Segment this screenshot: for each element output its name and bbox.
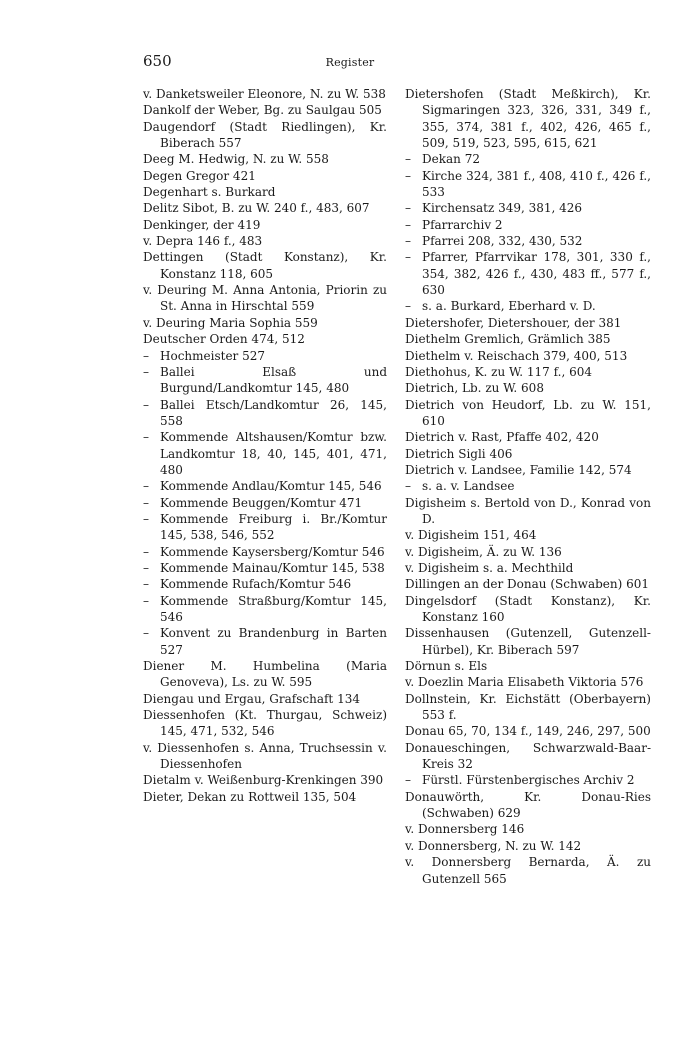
subentry-dash: –	[143, 495, 149, 510]
index-entry	[405, 429, 651, 445]
entry-text: Degenhart s. Burkard	[143, 185, 276, 200]
entry-text: Diethelm Gremlich, Grämlich 385	[405, 332, 611, 347]
running-title: Register	[325, 56, 375, 69]
subentry-dash: –	[143, 479, 149, 494]
entry-text: Dillingen an der Donau (Schwaben) 601	[405, 577, 650, 592]
index-subentry	[405, 233, 651, 249]
entry-text: v. Danketsweiler Eleonore, N. zu W. 538	[143, 87, 386, 101]
index-entry	[143, 249, 387, 282]
index-entry	[405, 446, 651, 462]
entry-text: Diener M. Humbelina (Maria Genoveva), Ls. zu W. 595	[143, 659, 387, 690]
index-entry	[405, 740, 651, 773]
index-subentry	[143, 544, 387, 560]
index-entry	[143, 200, 387, 216]
entry-text: s. a. v. Landsee	[422, 479, 515, 494]
index-subentry	[143, 625, 387, 658]
index-column-right	[405, 86, 651, 887]
index-entry	[405, 789, 651, 822]
index-entry	[405, 331, 651, 347]
index-column-left	[143, 86, 387, 805]
entry-text: Donauwörth, Kr. Donau-Ries (Schwaben) 629	[405, 789, 651, 821]
index-entry	[405, 560, 651, 576]
index-subentry	[405, 168, 651, 201]
entry-text: v. Donnersberg Bernarda, Ä. zu Gutenzell 565	[405, 855, 651, 886]
index-entry	[405, 854, 651, 887]
index-entry	[405, 462, 651, 478]
index-entry	[405, 625, 651, 658]
entry-text: Dekan 72	[422, 152, 480, 167]
entry-text: Pfarrarchiv 2	[422, 217, 503, 232]
subentry-dash: –	[143, 364, 149, 379]
index-subentry	[143, 511, 387, 544]
index-entry	[405, 315, 651, 331]
index-entry	[143, 184, 387, 200]
index-entry	[143, 772, 387, 788]
index-subentry	[143, 429, 387, 478]
index-entry	[143, 217, 387, 233]
entry-text: Kommende Mainau/Komtur 145, 538	[160, 560, 385, 575]
index-entry	[143, 707, 387, 740]
entry-text: Kommende Kaysersberg/Komtur 546	[160, 544, 385, 559]
entry-text: Ballei Elsaß und Burgund/Landkomtur 145, 480	[160, 364, 387, 396]
index-entry	[143, 233, 387, 249]
index-subentry	[143, 364, 387, 397]
entry-text: Ballei Etsch/Landkomtur 26, 145, 558	[160, 397, 387, 428]
entry-text: Dietrich v. Rast, Pfaffe 402, 420	[405, 430, 599, 445]
index-subentry	[405, 478, 651, 494]
entry-text: Dissenhausen (Gutenzell, Gutenzell-Hürbel), Kr. Biberach 597	[405, 626, 651, 657]
index-entry	[405, 397, 651, 430]
entry-text: Dollnstein, Kr. Eichstätt (Oberbayern) 553 f.	[405, 691, 651, 723]
index-entry	[143, 789, 387, 805]
entry-text: Diessenhofen (Kt. Thurgau, Schweiz) 145, 471, 532, 546	[143, 708, 387, 739]
index-subentry	[143, 593, 387, 626]
index-entry	[405, 495, 651, 528]
entry-text: v. Depra 146 f., 483	[143, 234, 263, 249]
entry-text: Denkinger, der 419	[143, 217, 261, 232]
entry-text: Dettingen (Stadt Konstanz), Kr. Konstanz 118, 605	[143, 250, 387, 281]
entry-text: Dankolf der Weber, Bg. zu Saulgau 505	[143, 103, 382, 118]
entry-text: v. Doezlin Maria Elisabeth Viktoria 576	[405, 675, 644, 690]
entry-text: s. a. Burkard, Eberhard v. D.	[422, 299, 596, 314]
entry-text: Delitz Sibot, B. zu W. 240 f., 483, 607	[143, 201, 370, 216]
entry-text: Hochmeister 527	[160, 348, 265, 363]
subentry-dash: –	[143, 593, 149, 608]
entry-text: Dietalm v. Weißenburg-Krenkingen 390	[143, 773, 384, 788]
entry-text: Dietrich Sigli 406	[405, 446, 513, 461]
entry-text: Dietershofen (Stadt Meßkirch), Kr. Sigmaringen 323, 326, 331, 349 f., 355, 374, 381 f., 402, 426, 465 f., 509, 519, 523, 595, 615, 621	[405, 87, 651, 151]
index-subentry	[143, 576, 387, 592]
subentry-dash: –	[405, 152, 411, 167]
entry-text: Degen Gregor 421	[143, 168, 256, 183]
entry-text: Diengau und Ergau, Grafschaft 134	[143, 691, 360, 706]
entry-text: Dörnun s. Els	[405, 659, 488, 674]
entry-text: v. Digisheim s. a. Mechthild	[405, 560, 574, 575]
entry-text: Kirche 324, 381 f., 408, 410 f., 426 f., 533	[422, 168, 651, 200]
entry-text: v. Digisheim, Ä. zu W. 136	[405, 544, 562, 559]
index-entry	[143, 86, 387, 102]
index-subentry	[405, 772, 651, 788]
entry-text: v. Digisheim 151, 464	[405, 528, 537, 543]
index-entry	[405, 348, 651, 364]
subentry-dash: –	[143, 430, 149, 445]
subentry-dash: –	[405, 299, 411, 314]
page-number: 650	[143, 52, 172, 70]
index-subentry	[405, 249, 651, 298]
index-entry	[143, 282, 387, 315]
index-subentry	[405, 200, 651, 216]
index-subentry	[143, 478, 387, 494]
index-entry	[405, 576, 651, 592]
index-entry	[405, 838, 651, 854]
index-entry	[143, 102, 387, 118]
entry-text: Konvent zu Brandenburg in Barten 527	[160, 626, 387, 657]
entry-text: Pfarrer, Pfarrvikar 178, 301, 330 f., 354, 382, 426 f., 430, 483 ff., 577 f., 630	[422, 250, 651, 298]
entry-text: Kommende Rufach/Komtur 546	[160, 577, 352, 592]
entry-text: Kommende Beuggen/Komtur 471	[160, 495, 363, 510]
subentry-dash: –	[405, 250, 411, 265]
index-subentry	[143, 348, 387, 364]
entry-text: Diethohus, K. zu W. 117 f., 604	[405, 364, 592, 379]
index-entry	[405, 527, 651, 543]
subentry-dash: –	[405, 201, 411, 216]
entry-text: Kommende Altshausen/Komtur bzw. Landkomtur 18, 40, 145, 401, 471, 480	[160, 430, 387, 477]
entry-text: Dieter, Dekan zu Rottweil 135, 504	[143, 789, 357, 804]
entry-text: Donaueschingen, Schwarzwald-Baar-Kreis 32	[405, 740, 651, 772]
subentry-dash: –	[143, 511, 149, 526]
entry-text: Dietershofer, Dietershouer, der 381	[405, 315, 622, 330]
index-entry	[143, 658, 387, 691]
subentry-dash: –	[143, 626, 149, 641]
entry-text: Dietrich v. Landsee, Familie 142, 574	[405, 462, 632, 477]
subentry-dash: –	[405, 234, 411, 249]
entry-text: Kirchensatz 349, 381, 426	[422, 201, 583, 216]
entry-text: Dingelsdorf (Stadt Konstanz), Kr. Konstanz 160	[405, 593, 651, 624]
subentry-dash: –	[405, 168, 411, 183]
index-entry	[143, 315, 387, 331]
index-entry	[405, 658, 651, 674]
entry-text: Pfarrei 208, 332, 430, 532	[422, 234, 583, 249]
entry-text: Diethelm v. Reischach 379, 400, 513	[405, 348, 628, 363]
entry-text: Kommende Straßburg/Komtur 145, 546	[160, 593, 387, 624]
index-entry	[405, 821, 651, 837]
index-subentry	[143, 560, 387, 576]
entry-text: Dietrich, Lb. zu W. 608	[405, 381, 544, 396]
index-entry	[405, 380, 651, 396]
index-subentry	[143, 495, 387, 511]
entry-text: Deutscher Orden 474, 512	[143, 332, 305, 347]
entry-text: Dietrich von Heudorf, Lb. zu W. 151, 610	[405, 397, 651, 428]
subentry-dash: –	[405, 479, 411, 494]
index-entry	[143, 119, 387, 152]
subentry-dash: –	[405, 217, 411, 232]
index-entry	[143, 168, 387, 184]
entry-text: Donau 65, 70, 134 f., 149, 246, 297, 500	[405, 724, 651, 739]
entry-text: Digisheim s. Bertold von D., Konrad von D.	[405, 495, 651, 526]
index-entry	[405, 364, 651, 380]
index-entry	[405, 691, 651, 724]
entry-text: Fürstl. Fürstenbergisches Archiv 2	[422, 773, 635, 788]
index-subentry	[405, 151, 651, 167]
index-subentry	[143, 397, 387, 430]
entry-text: v. Deuring M. Anna Antonia, Priorin zu St. Anna in Hirschtal 559	[143, 283, 387, 314]
index-entry	[405, 86, 651, 151]
subentry-dash: –	[143, 544, 149, 559]
subentry-dash: –	[143, 577, 149, 592]
subentry-dash: –	[143, 397, 149, 412]
entry-text: v. Deuring Maria Sophia 559	[143, 315, 318, 330]
subentry-dash: –	[143, 560, 149, 575]
index-entry	[143, 740, 387, 773]
subentry-dash: –	[405, 773, 411, 788]
index-subentry	[405, 298, 651, 314]
index-entry	[405, 674, 651, 690]
index-entry	[143, 151, 387, 167]
entry-text: Kommende Andlau/Komtur 145, 546	[160, 479, 382, 494]
index-entry	[143, 331, 387, 347]
entry-text: Kommende Freiburg i. Br./Komtur 145, 538, 546, 552	[160, 511, 387, 543]
index-entry	[405, 723, 651, 739]
index-entry	[405, 544, 651, 560]
entry-text: Daugendorf (Stadt Riedlingen), Kr. Biberach 557	[143, 119, 387, 151]
index-subentry	[405, 217, 651, 233]
entry-text: Deeg M. Hedwig, N. zu W. 558	[143, 152, 329, 167]
entry-text: v. Diessenhofen s. Anna, Truchsessin v. Diessenhofen	[143, 740, 387, 772]
index-entry	[143, 691, 387, 707]
entry-text: v. Donnersberg 146	[405, 822, 525, 837]
entry-text: v. Donnersberg, N. zu W. 142	[405, 838, 582, 853]
index-entry	[405, 593, 651, 626]
subentry-dash: –	[143, 348, 149, 363]
